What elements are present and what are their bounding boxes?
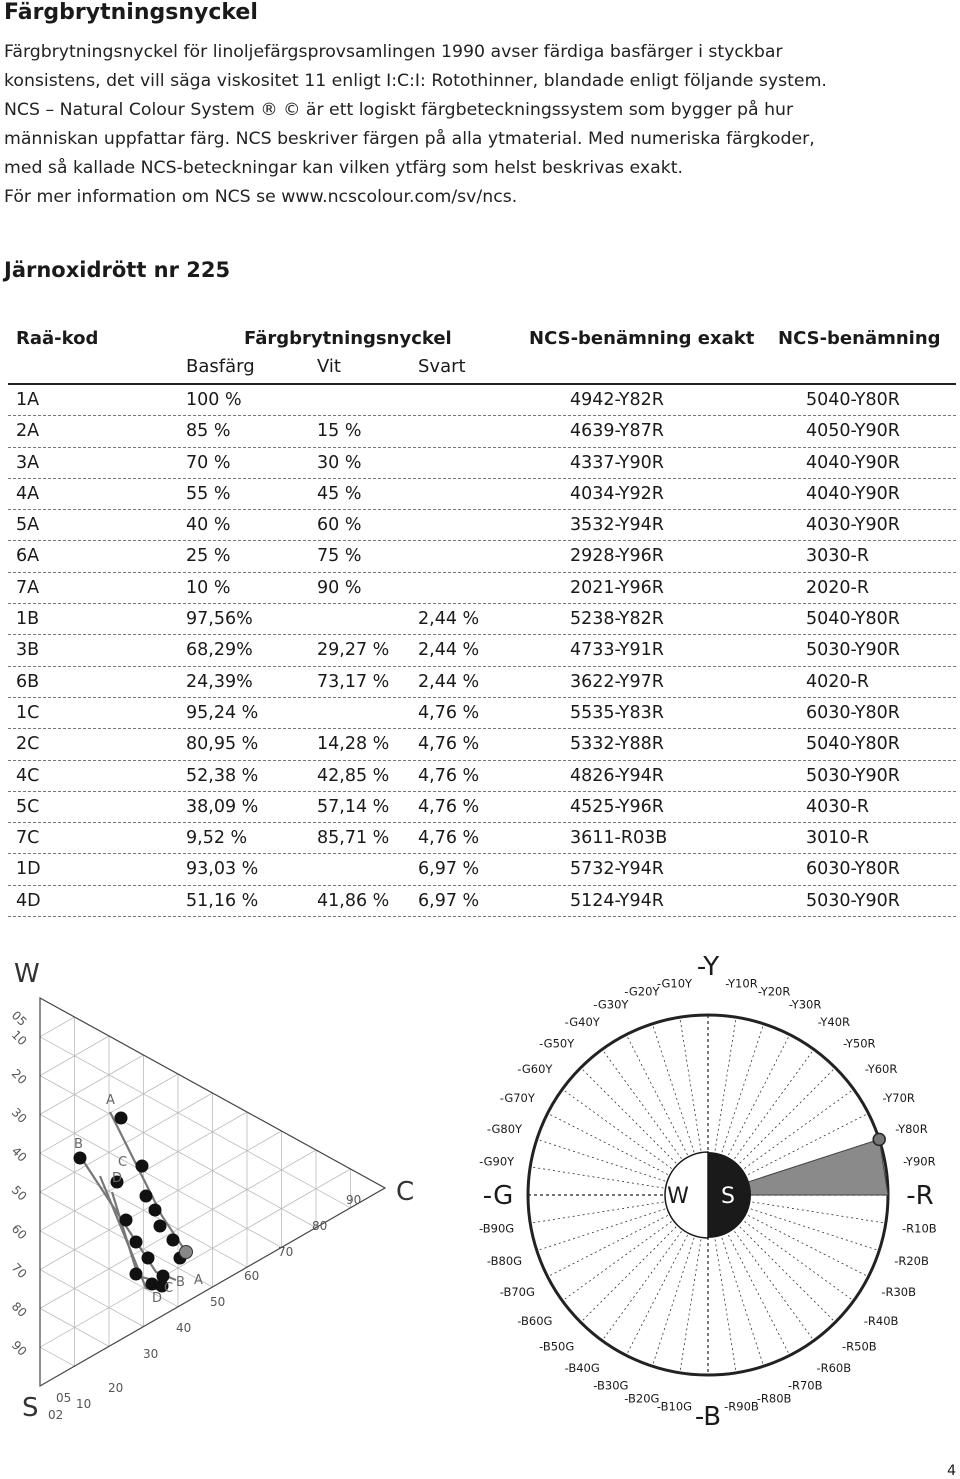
cell-ncs-code: 6030-Y80R <box>806 702 900 723</box>
section-title: Järnoxidrött nr 225 <box>4 258 231 282</box>
cell-raa-code: 6B <box>16 671 40 692</box>
cell-ncs-code: 5040-Y80R <box>806 609 900 630</box>
cell-base-percent: 9,52 % <box>186 828 248 849</box>
cell-raa-code: 3B <box>16 640 40 661</box>
axis-label-top: -Y <box>696 952 720 982</box>
center-label-black: S <box>721 1184 735 1209</box>
cell-ncs-exact: 4733-Y91R <box>570 640 664 661</box>
cell-ncs-code: 4050-Y90R <box>806 421 900 442</box>
hue-label: -G70Y <box>499 1090 535 1105</box>
cell-raa-code: 4D <box>16 890 41 911</box>
hue-label: -R90B <box>724 1399 759 1414</box>
hue-label: -B60G <box>517 1313 553 1328</box>
cell-ncs-exact: 2928-Y96R <box>570 546 664 567</box>
cell-raa-code: 4A <box>16 483 40 504</box>
ncs-color-circle <box>440 940 950 1440</box>
hue-label: -B10G <box>656 1399 693 1414</box>
cell-base-percent: 10 % <box>186 577 231 598</box>
table-row <box>8 761 956 792</box>
color-sample-dot <box>74 1152 87 1165</box>
series-label: A <box>194 1273 203 1288</box>
cell-ncs-exact: 5535-Y83R <box>570 702 664 723</box>
cell-raa-code: 5A <box>16 515 40 536</box>
cell-ncs-code: 3030-R <box>806 546 870 567</box>
intro-line: Färgbrytningsnyckel för linoljefärgsprovsamlingen 1990 avser färdiga basfärger i styckbar <box>4 42 783 62</box>
hue-label: -Y70R <box>882 1090 915 1105</box>
hue-label: -G40Y <box>564 1014 600 1029</box>
table-row <box>8 854 956 885</box>
cell-raa-code: 7A <box>16 577 40 598</box>
cell-raa-code: 2C <box>16 734 40 755</box>
hue-label: -B30G <box>593 1378 629 1393</box>
scale-label: 70 <box>8 1260 30 1282</box>
hue-label: -G90Y <box>479 1154 515 1169</box>
header-ncs: NCS-benämning <box>778 328 941 349</box>
cell-ncs-code: 2020-R <box>806 577 870 598</box>
hue-label: -Y50R <box>843 1036 876 1051</box>
cell-black-percent: 2,44 % <box>418 640 480 661</box>
hue-label: -Y10R <box>725 976 758 991</box>
page-number: 4 <box>947 1463 956 1479</box>
cell-raa-code: 1A <box>16 390 40 410</box>
scale-label: 20 <box>108 1381 124 1395</box>
table-row <box>8 698 956 729</box>
ncs-triangle-diagram <box>0 940 440 1440</box>
hue-label: -Y60R <box>864 1062 898 1077</box>
cell-ncs-exact: 2021-Y96R <box>570 577 664 598</box>
cell-black-percent: 4,76 % <box>418 702 480 723</box>
cell-raa-code: 7C <box>16 828 40 849</box>
header-ncs-exact: NCS-benämning exakt <box>529 328 755 349</box>
grid-line <box>40 1347 75 1366</box>
cell-white-percent: 85,71 % <box>317 828 390 849</box>
scale-label: 02 <box>48 1408 64 1422</box>
hue-label: -B80G <box>486 1254 523 1269</box>
cell-white-percent: 73,17 % <box>317 671 390 692</box>
scale-label: 70 <box>278 1245 294 1259</box>
series-label: A <box>106 1093 115 1108</box>
cell-ncs-exact: 5332-Y88R <box>570 734 664 755</box>
hue-label: -R20B <box>894 1254 929 1269</box>
cell-base-percent: 80,95 % <box>186 734 259 755</box>
scale-label: 10 <box>8 1027 30 1049</box>
table-row <box>8 667 956 698</box>
hue-marker <box>873 1133 885 1145</box>
header-color-key: Färgbrytningsnyckel <box>244 328 452 349</box>
cell-white-percent: 30 % <box>317 452 362 473</box>
cell-ncs-exact: 4525-Y96R <box>570 796 664 817</box>
intro-paragraph <box>4 38 944 212</box>
cell-base-percent: 38,09 % <box>186 796 259 817</box>
cell-base-percent: 68,29% <box>186 640 253 661</box>
cell-black-percent: 4,76 % <box>418 828 480 849</box>
table-row <box>8 886 956 917</box>
cell-base-percent: 24,39% <box>186 671 253 692</box>
scale-label: 50 <box>8 1182 30 1204</box>
cell-ncs-exact: 5238-Y82R <box>570 609 664 630</box>
cell-black-percent: 4,76 % <box>418 765 480 786</box>
cell-base-percent: 97,56% <box>186 609 253 630</box>
color-sample-dot <box>115 1112 128 1125</box>
cell-raa-code: 1C <box>16 702 40 723</box>
header-raa-code: Raä-kod <box>16 328 99 349</box>
cell-white-percent: 45 % <box>317 483 362 504</box>
hue-label: -G30Y <box>593 997 629 1012</box>
hue-label: -Y30R <box>788 997 822 1012</box>
cell-ncs-code: 4040-Y90R <box>806 483 900 504</box>
intro-line: För mer information om NCS se www.ncscolour.com/sv/ncs. <box>4 187 518 207</box>
scale-label: 90 <box>8 1338 30 1359</box>
table-row <box>8 792 956 823</box>
table-row <box>8 635 956 666</box>
cell-raa-code: 5C <box>16 796 40 817</box>
hue-label: -G10Y <box>656 976 693 991</box>
scale-label: 30 <box>143 1347 159 1361</box>
axis-label-bottom: -B <box>694 1402 722 1432</box>
cell-black-percent: 2,44 % <box>418 671 480 692</box>
grid-line <box>40 1055 144 1114</box>
cell-ncs-code: 5040-Y80R <box>806 734 900 755</box>
cell-base-percent: 55 % <box>186 483 231 504</box>
cell-ncs-code: 5030-Y90R <box>806 765 900 786</box>
scale-label: 40 <box>176 1321 192 1335</box>
color-sample-dot <box>167 1234 180 1247</box>
table-body <box>8 385 956 917</box>
cell-ncs-code: 5030-Y90R <box>806 640 900 661</box>
table-row <box>8 416 956 447</box>
scale-label: 05 <box>56 1391 72 1405</box>
scale-label: 40 <box>8 1144 30 1165</box>
grid-line <box>40 1037 351 1208</box>
cell-white-percent: 60 % <box>317 515 362 536</box>
color-table <box>8 325 956 917</box>
series-label: B <box>176 1275 185 1290</box>
scale-label: 60 <box>244 1269 260 1283</box>
hue-label: -Y20R <box>757 984 791 999</box>
hue-label: -B20G <box>624 1391 660 1406</box>
cell-white-percent: 57,14 % <box>317 796 390 817</box>
cell-base-percent: 93,03 % <box>186 859 259 880</box>
cell-ncs-code: 5030-Y90R <box>806 890 900 911</box>
scale-label: 05 <box>8 1008 30 1029</box>
cell-base-percent: 100 % <box>186 390 242 410</box>
grid-line <box>40 1270 144 1327</box>
cell-raa-code: 1B <box>16 609 40 630</box>
corner-label-white: W <box>14 959 40 989</box>
cell-ncs-code: 4020-R <box>806 671 870 692</box>
cell-black-percent: 4,76 % <box>418 796 480 817</box>
series-label: C <box>118 1155 128 1170</box>
cell-base-percent: 52,38 % <box>186 765 259 786</box>
table-row <box>8 823 956 854</box>
cell-base-percent: 51,16 % <box>186 890 259 911</box>
series-label: D <box>152 1291 163 1306</box>
series-label: C <box>164 1281 174 1296</box>
cell-ncs-code: 4030-R <box>806 796 870 817</box>
cell-ncs-exact: 4826-Y94R <box>570 765 664 786</box>
cell-base-percent: 95,24 % <box>186 702 259 723</box>
cell-ncs-code: 4040-Y90R <box>806 452 900 473</box>
intro-line: konsistens, det vill säga viskositet 11 enligt I:C:I: Rotothinner, blandade enligt följande system. <box>4 71 827 91</box>
hue-label: -R30B <box>881 1285 917 1300</box>
cell-base-percent: 40 % <box>186 515 231 536</box>
table-row <box>8 573 956 604</box>
cell-white-percent: 15 % <box>317 421 362 442</box>
cell-white-percent: 41,86 % <box>317 890 390 911</box>
table-row <box>8 510 956 541</box>
color-sample-dot <box>142 1252 155 1265</box>
color-sample-dot <box>130 1236 143 1249</box>
corner-label-black: S <box>22 1393 39 1423</box>
cell-ncs-exact: 5732-Y94R <box>570 859 664 880</box>
cell-base-percent: 70 % <box>186 452 231 473</box>
hue-label: -G60Y <box>517 1062 553 1077</box>
grid-line <box>40 1169 351 1347</box>
scale-label: 10 <box>76 1397 92 1411</box>
color-sample-dot <box>130 1268 143 1281</box>
scale-label: 30 <box>8 1105 30 1126</box>
cell-white-percent: 29,27 % <box>317 640 390 661</box>
table-row <box>8 541 956 572</box>
cell-white-percent: 14,28 % <box>317 734 390 755</box>
header-white: Vit <box>317 356 341 377</box>
cell-ncs-exact: 5124-Y94R <box>570 890 664 911</box>
cell-ncs-exact: 3622-Y97R <box>570 671 664 692</box>
color-sample-dot <box>154 1220 167 1233</box>
cell-ncs-exact: 4034-Y92R <box>570 483 664 504</box>
cell-ncs-code: 6030-Y80R <box>806 859 900 880</box>
cell-ncs-exact: 4337-Y90R <box>570 452 664 473</box>
hue-label: -R40B <box>863 1313 899 1328</box>
cell-raa-code: 3A <box>16 452 40 473</box>
hue-label: -B50G <box>539 1339 575 1354</box>
intro-line: människan uppfattar färg. NCS beskriver färgen på alla ytmaterial. Med numeriska färgkoder, <box>4 129 815 149</box>
axis-label-right: -R <box>906 1181 934 1211</box>
hue-label: -R80B <box>756 1391 792 1406</box>
scale-label: 90 <box>346 1193 362 1207</box>
hue-label: -G80Y <box>486 1121 523 1136</box>
header-base: Basfärg <box>186 356 255 377</box>
hue-label: -B70G <box>499 1285 535 1300</box>
color-sample-dot <box>140 1190 153 1203</box>
cell-black-percent: 4,76 % <box>418 734 480 755</box>
hue-label: -R70B <box>787 1378 823 1393</box>
cell-white-percent: 42,85 % <box>317 765 390 786</box>
cell-ncs-exact: 3611-R03B <box>570 828 668 849</box>
cell-base-percent: 85 % <box>186 421 231 442</box>
cell-ncs-exact: 4639-Y87R <box>570 421 664 442</box>
cell-ncs-code: 5040-Y80R <box>806 390 900 410</box>
cell-ncs-exact: 3532-Y94R <box>570 515 664 536</box>
hue-label: -R60B <box>816 1361 852 1376</box>
cell-ncs-exact: 4942-Y82R <box>570 390 664 410</box>
cell-base-percent: 25 % <box>186 546 231 567</box>
table-row <box>8 604 956 635</box>
cell-raa-code: 2A <box>16 421 40 442</box>
page-title: Färgbrytningsnyckel <box>4 0 258 25</box>
table-header <box>8 325 956 385</box>
cell-ncs-code: 4030-Y90R <box>806 515 900 536</box>
table-row <box>8 385 956 416</box>
cell-black-percent: 2,44 % <box>418 609 480 630</box>
scale-label: 50 <box>210 1295 226 1309</box>
series-label: B <box>74 1137 83 1152</box>
header-black: Svart <box>418 356 466 377</box>
scale-label: 60 <box>8 1221 30 1243</box>
grid-line <box>40 1017 75 1037</box>
hue-label: -R10B <box>902 1221 937 1236</box>
hue-label: -Y90R <box>903 1154 936 1169</box>
axis-label-left: -G <box>482 1181 514 1211</box>
table-row <box>8 479 956 510</box>
hue-label: -G20Y <box>624 984 660 999</box>
table-row <box>8 729 956 760</box>
hue-label: -Y80R <box>895 1121 928 1136</box>
hue-label: -Y40R <box>817 1014 851 1029</box>
cell-raa-code: 4C <box>16 765 40 786</box>
color-sample-dot <box>120 1214 133 1227</box>
series-label: D <box>112 1171 123 1186</box>
table-row <box>8 448 956 479</box>
scale-label: 80 <box>312 1219 328 1233</box>
hue-label: -R50B <box>841 1339 877 1354</box>
corner-label-chromatic: C <box>396 1177 415 1207</box>
hue-label: -G50Y <box>539 1036 575 1051</box>
center-label-white: W <box>667 1184 689 1209</box>
color-sample-dot <box>149 1204 162 1217</box>
cell-black-percent: 6,97 % <box>418 890 480 911</box>
intro-line: NCS – Natural Colour System ® © är ett logiskt färgbeteckningssystem som bygger på hur <box>4 100 794 120</box>
target-color-dot <box>180 1246 193 1259</box>
color-sample-dot <box>136 1160 149 1173</box>
cell-ncs-code: 3010-R <box>806 828 870 849</box>
cell-raa-code: 1D <box>16 859 41 880</box>
scale-label: 20 <box>8 1066 30 1088</box>
hue-label: -B90G <box>479 1221 515 1236</box>
cell-white-percent: 90 % <box>317 577 362 598</box>
cell-raa-code: 6A <box>16 546 40 567</box>
hue-label: -B40G <box>564 1361 600 1376</box>
intro-line: med så kallade NCS-beteckningar kan vilken ytfärg som helst beskrivas exakt. <box>4 158 683 178</box>
cell-white-percent: 75 % <box>317 546 362 567</box>
scale-label: 80 <box>8 1299 30 1320</box>
cell-black-percent: 6,97 % <box>418 859 480 880</box>
